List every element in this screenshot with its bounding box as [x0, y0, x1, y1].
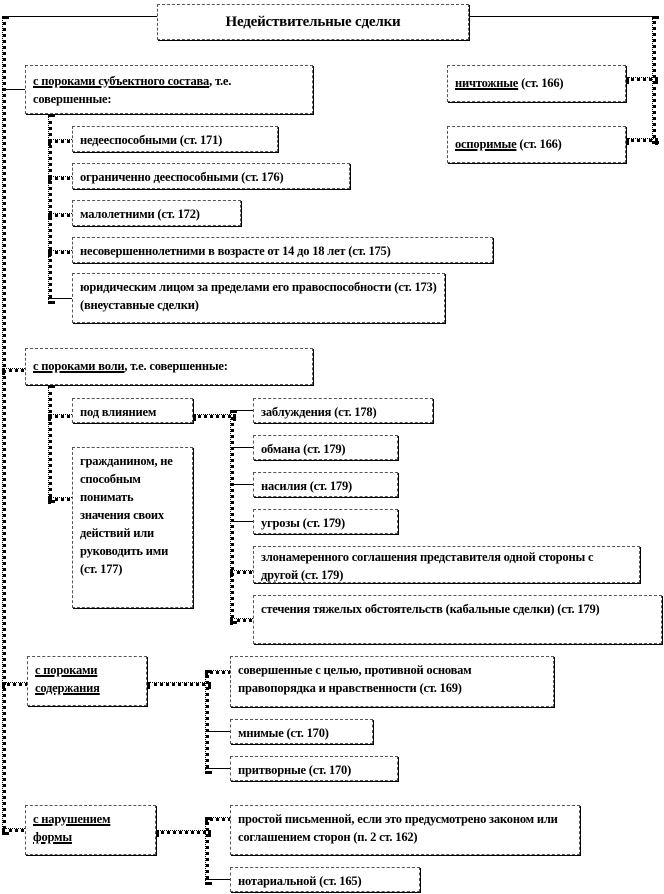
subject-defects-box	[25, 65, 313, 114]
label: ничтожные	[455, 76, 519, 90]
content-item: мнимые (ст. 170)	[230, 719, 373, 744]
connector	[205, 817, 209, 885]
connector	[156, 830, 211, 834]
connector	[626, 138, 658, 142]
connector	[205, 731, 230, 732]
subject-item: несовершеннолетними в возрасте от 14 до 18 лет (ст. 175)	[72, 237, 493, 263]
diagram-title: Недействительные сделки	[157, 4, 469, 40]
content-defects-box	[27, 656, 147, 706]
influence-item: насилия (ст. 179)	[253, 472, 398, 497]
will-defects-box	[25, 348, 313, 385]
influence-item: злонамеренного соглашения представителя одной стороны с другой (ст. 179)	[253, 546, 640, 583]
influence-item: угрозы (ст. 179)	[253, 509, 398, 534]
label-rest: , т.е. совершенные:	[124, 359, 228, 373]
connector	[2, 16, 6, 835]
connector	[205, 879, 230, 880]
connector	[469, 16, 652, 17]
under-influence-box: под влиянием	[72, 398, 193, 423]
influence-item: обмана (ст. 179)	[253, 435, 398, 460]
influence-item: стечения тяжелых обстоятельств (кабальные сделки) (ст. 179)	[253, 595, 662, 644]
subject-item: юридическим лицом за пределами его правоспособности (ст. 173) (внеуставные сделки)	[72, 273, 445, 323]
form-violation-box	[25, 805, 156, 855]
incapable-citizen-box: гражданином, не способным понимать значения своих действий или руководить ими (ст. 177)	[72, 447, 193, 608]
label: оспоримые	[455, 137, 517, 151]
content-item: притворные (ст. 170)	[230, 756, 398, 781]
connector	[230, 447, 253, 448]
connector	[230, 484, 253, 485]
connector	[230, 521, 253, 522]
connector	[147, 682, 211, 686]
connector	[2, 16, 157, 17]
connector	[230, 410, 253, 411]
connector	[48, 385, 52, 503]
connector	[626, 77, 658, 81]
void-transactions-box	[447, 65, 626, 102]
subject-item: ограниченно дееспособными (ст. 176)	[72, 163, 350, 189]
label: с пороками воли	[33, 359, 125, 373]
connector	[205, 768, 230, 769]
connector	[230, 410, 234, 624]
connector	[205, 670, 209, 774]
form-item: нотариальной (ст. 165)	[230, 867, 420, 892]
voidable-transactions-box	[447, 126, 626, 163]
article: (ст. 166)	[516, 137, 562, 151]
label-rest: , т.е. совершенные:	[33, 74, 232, 106]
connector	[48, 298, 72, 299]
label: с нарушением формы	[33, 812, 111, 844]
connector	[2, 89, 25, 90]
article: (ст. 166)	[518, 76, 564, 90]
content-item: совершенные с целью, противной основам правопорядка и нравственности (ст. 169)	[230, 656, 554, 707]
label: с пороками содержания	[35, 663, 100, 695]
influence-item: заблуждения (ст. 178)	[253, 398, 433, 423]
form-item: простой письменной, если это предусмотрено законом или соглашением сторон (п. 2 ст. 162)	[230, 805, 580, 855]
subject-item: недееспособными (ст. 171)	[72, 126, 278, 152]
subject-item: малолетними (ст. 172)	[72, 200, 241, 226]
label: с пороками субъектного состава	[33, 74, 210, 88]
